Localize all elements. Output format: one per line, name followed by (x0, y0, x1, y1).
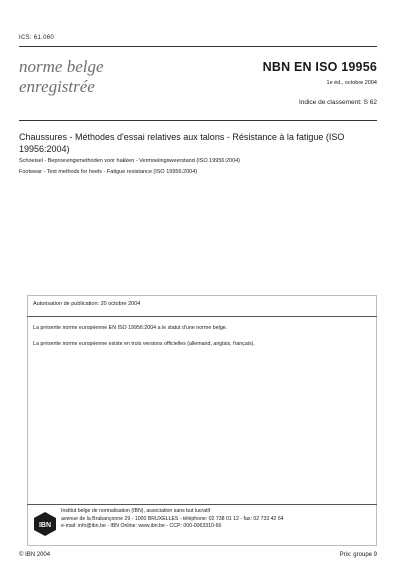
brand-line-2: enregistrée (19, 77, 95, 96)
brand-line-1: norme belge (19, 57, 104, 76)
brand-title (19, 57, 104, 97)
status-paragraph: La présente norme européenne EN ISO 19956:2004 a le statut d'une norme belge. (33, 325, 228, 331)
institute-rule (27, 504, 377, 505)
authorization-rule (27, 316, 377, 317)
institute-info (61, 508, 284, 531)
title-rule (19, 120, 377, 121)
title-french: Chaussures - Méthodes d'essai relatives aux talons - Résistance à la fatigue (ISO 19956:2004) (19, 132, 345, 154)
title-english: Footwear - Test methods for heels - Fatigue resistance (ISO 19956:2004) (19, 169, 198, 175)
institute-contact: e-mail: info@ibn.be - IBN Online: www.ibn.be - CCP: 000-0063310-66 (61, 523, 222, 530)
institute-name: Institut belge de normalisation (IBN), association sans but lucratif (61, 508, 211, 514)
authorization-date: Autorisation de publication: 20 octobre 2004 (33, 301, 141, 307)
price-group: Prix: groupe 9 (339, 552, 377, 558)
classification-index: Indice de classement: S 62 (298, 99, 377, 106)
standard-number: NBN EN ISO 19956 (262, 60, 377, 74)
copyright: © IBN 2004 (19, 552, 51, 558)
versions-paragraph: La présente norme européenne existe en trois versions officielles (allemand, anglais, français). (33, 341, 255, 347)
ics-code: ICS: 61.060 (19, 35, 54, 41)
ibn-logo (34, 512, 56, 536)
institute-address: avenue de la Brabançonne 29 - 1000 BRUXELLES - téléphone: 02 738 01 12 - fax: 02 733 42 64 (61, 515, 284, 522)
edition-date: 1e éd., octobre 2004 (326, 80, 377, 86)
title-dutch: Schoeisel - Beproevingsmethoden voor hakken - Vermoeiingsweerstand (ISO 19956:2004) (19, 158, 241, 164)
ibn-logo-text: IBN (38, 522, 52, 529)
top-rule (19, 46, 377, 47)
